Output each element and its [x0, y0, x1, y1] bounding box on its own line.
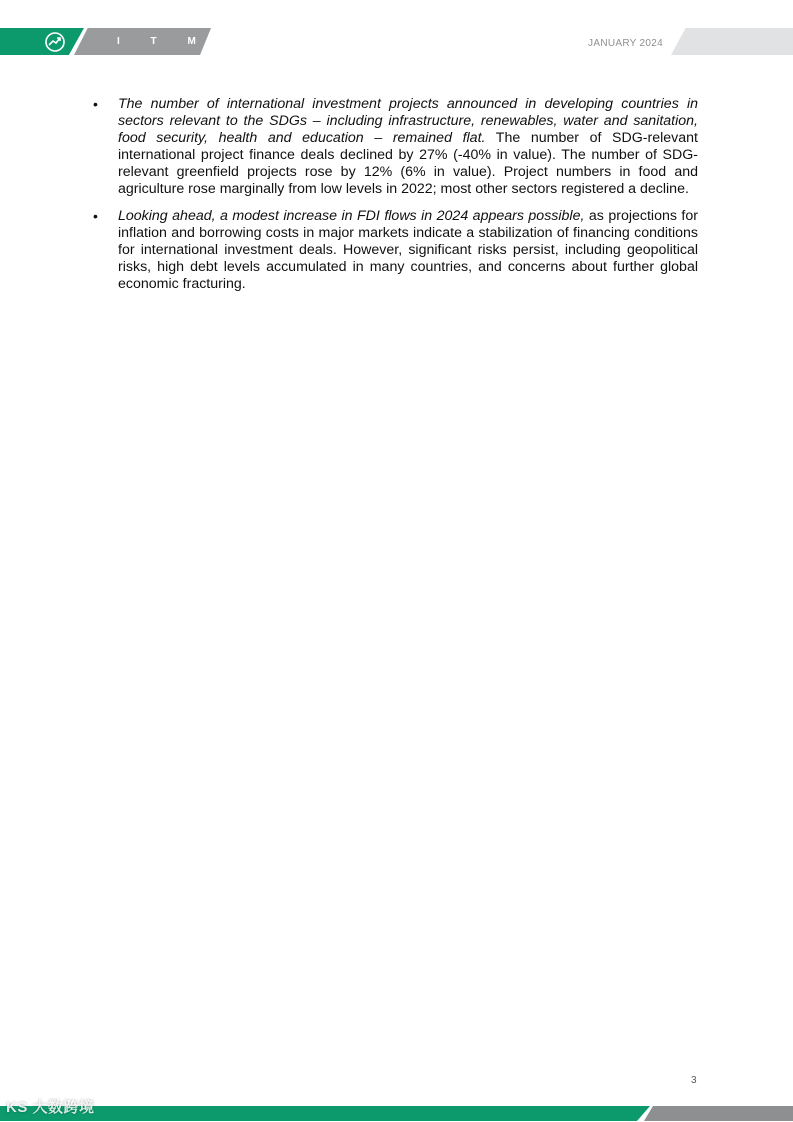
header-light-band [671, 28, 793, 55]
bullet-lead: The number of international investment projects announced in developing countries in sectors relevant to the SDGs – including infrastructure, renewables, water and sanitation, food security, health and education – remained flat. [118, 96, 698, 146]
document-body [92, 96, 698, 303]
bullet-item [92, 208, 698, 293]
watermark: KS 大数跨境 [6, 1099, 95, 1116]
bullet-lead: Looking ahead, a modest increase in FDI flows in 2024 appears possible, [118, 208, 585, 224]
trend-arrow-icon [44, 31, 66, 53]
bullet-text: The number of SDG-relevant international project finance deals declined by 27% (-40% in value). The number of SDG-relevant greenfield projects rose by 12% (6% in value). Project numbers in food and agriculture rose marginally from low levels in 2022; most other sectors registered a decline. [118, 130, 698, 197]
bullet-item [92, 96, 698, 198]
footer-gray-band [644, 1106, 793, 1121]
footer-green-band [0, 1106, 650, 1121]
bullet-marker: • [93, 208, 98, 224]
header-brand: I T M [117, 36, 210, 47]
bullet-marker: • [93, 96, 98, 112]
header-green-band [0, 28, 84, 55]
page-number: 3 [691, 1075, 697, 1086]
bullet-text: as projections for inflation and borrowing costs in major markets indicate a stabilization of financing conditions for international investment deals. However, significant risks persist, including geopolitical risks, high debt levels accumulated in many countries, and concerns about further global economic fracturing. [118, 208, 698, 292]
header-date: JANUARY 2024 [588, 38, 663, 49]
